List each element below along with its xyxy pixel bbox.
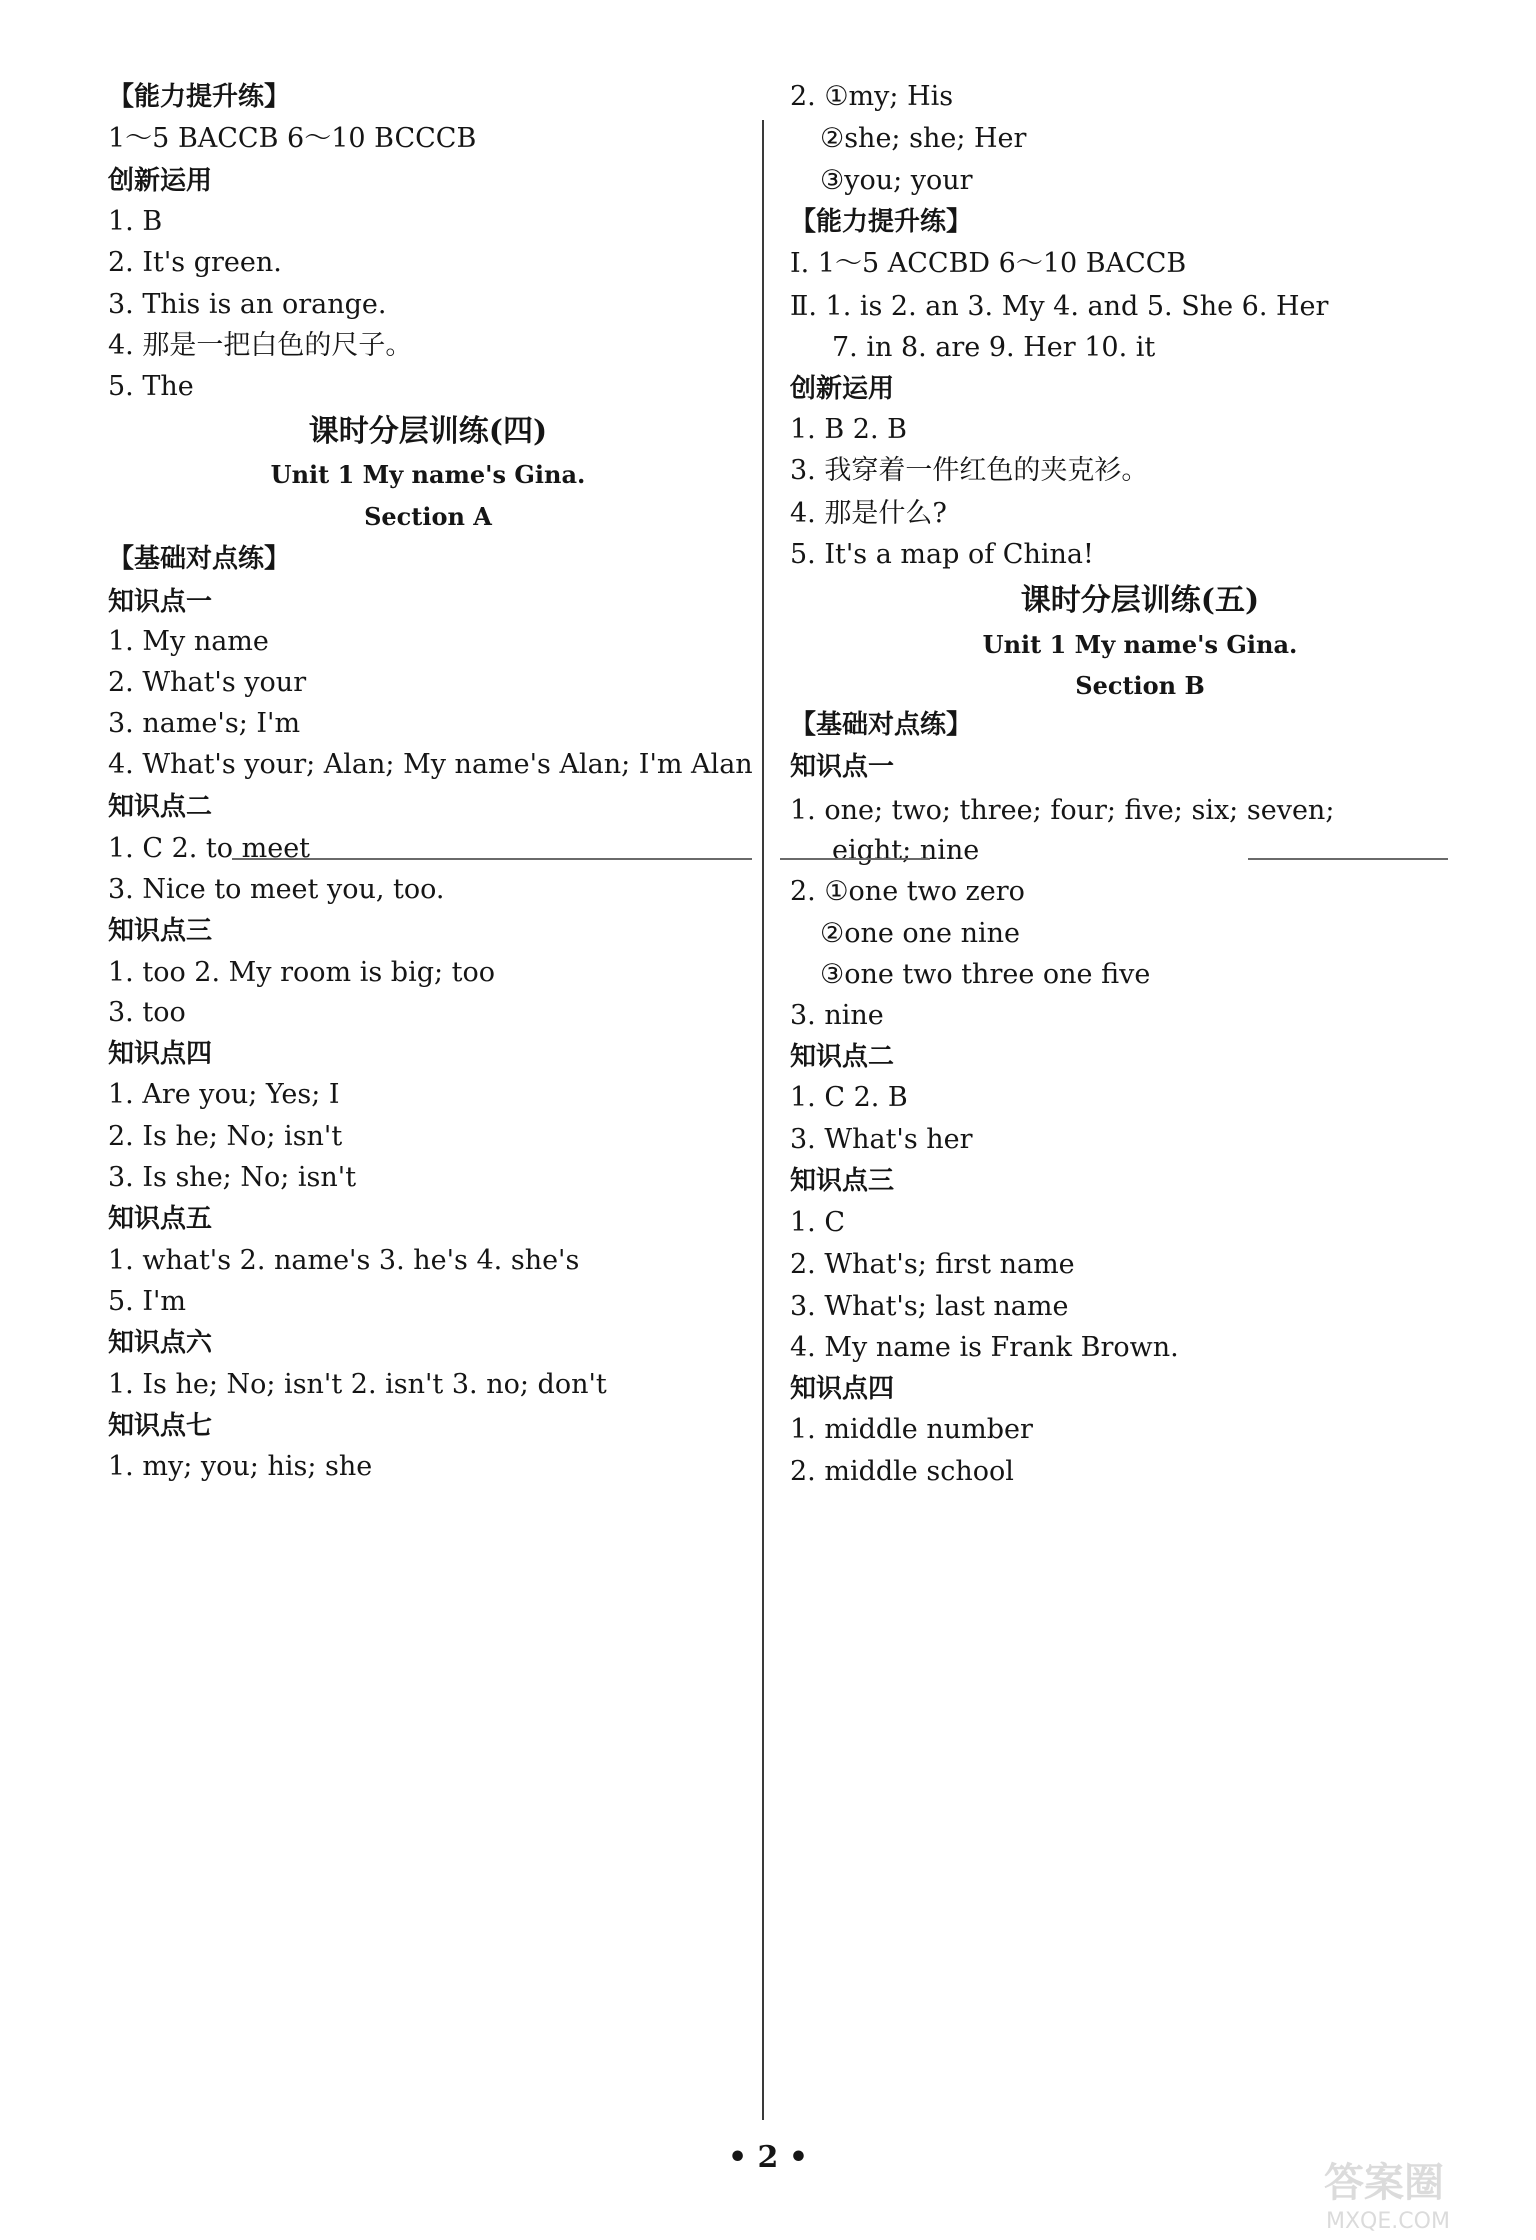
- section-heading: 创新运用: [790, 374, 895, 404]
- answer-line: 1. B 2. B: [790, 414, 907, 445]
- page-number: • 2 •: [727, 2140, 809, 2175]
- answer-line: 1. C 2. B: [790, 1082, 908, 1113]
- answer-line: 1. B: [108, 206, 163, 237]
- answer-line: 1. one; two; three; four; five; six; seven;: [790, 795, 1335, 826]
- answer-line: 4. 那是什么?: [790, 498, 947, 529]
- answer-line: 1. my; you; his; she: [108, 1451, 373, 1482]
- answer-line: 2. What's; first name: [790, 1249, 1075, 1280]
- answer-line: 1. what's 2. name's 3. he's 4. she's: [108, 1245, 580, 1276]
- watermark-site: MXQE.COM: [1326, 2209, 1450, 2234]
- answer-line: 1. C 2. to meet: [108, 833, 311, 864]
- section-rule-left: [232, 858, 752, 860]
- answer-line: 3. name's; I'm: [108, 708, 301, 739]
- section-heading: 知识点一: [790, 752, 895, 782]
- answer-line: 3. 我穿着一件红色的夹克衫。: [790, 455, 1149, 486]
- section-heading: 知识点五: [108, 1204, 213, 1234]
- answer-line: 4. What's your; Alan; My name's Alan; I'm Alan: [108, 749, 753, 780]
- section-heading: 【基础对点练】: [108, 544, 291, 574]
- section-heading: 知识点七: [108, 1411, 213, 1441]
- answer-line: 2. It's green.: [108, 247, 282, 278]
- section-heading: 知识点四: [790, 1374, 895, 1404]
- section-rule-right: [1248, 858, 1448, 860]
- answer-line: 1～5 BACCB 6～10 BCCCB: [108, 123, 477, 154]
- answer-line: 4. My name is Frank Brown.: [790, 1332, 1179, 1363]
- answer-line: 2. middle school: [790, 1456, 1014, 1487]
- section-heading: 知识点三: [108, 916, 213, 946]
- answer-line: 3. Nice to meet you, too.: [108, 874, 445, 905]
- lesson-subtitle: Unit 1 My name's Gina.: [982, 630, 1298, 659]
- answer-line: 1. C: [790, 1207, 846, 1238]
- lesson-subtitle: Section A: [364, 502, 492, 531]
- section-heading: 知识点二: [790, 1042, 895, 1072]
- section-heading: 知识点六: [108, 1328, 213, 1358]
- answer-line: 2. Is he; No; isn't: [108, 1121, 343, 1152]
- answer-line: 3. nine: [790, 1000, 884, 1031]
- watermark-logo: [1316, 2148, 1526, 2234]
- answer-line: 7. in 8. are 9. Her 10. it: [832, 332, 1156, 363]
- section-heading: 知识点四: [108, 1039, 213, 1069]
- answer-line: 5. I'm: [108, 1286, 187, 1317]
- answer-line: 5. It's a map of China!: [790, 539, 1094, 570]
- lesson-subtitle: Unit 1 My name's Gina.: [270, 460, 586, 489]
- watermark-mark: 答案圈: [1324, 2160, 1444, 2206]
- answer-line: ②she; she; Her: [820, 123, 1027, 154]
- answer-line: ③you; your: [820, 165, 973, 196]
- answer-line: 4. 那是一把白色的尺子。: [108, 330, 413, 361]
- answer-line: 3. This is an orange.: [108, 289, 387, 320]
- section-heading: 【基础对点练】: [790, 710, 973, 740]
- answer-line: 1. Are you; Yes; I: [108, 1079, 340, 1110]
- lesson-title: 课时分层训练(五): [1020, 583, 1260, 618]
- answer-line: 2. What's your: [108, 667, 307, 698]
- lesson-subtitle: Section B: [1075, 671, 1205, 700]
- answer-line: ③one two three one five: [820, 959, 1151, 990]
- section-heading: 【能力提升练】: [108, 82, 291, 112]
- answer-line: 3. Is she; No; isn't: [108, 1162, 357, 1193]
- answer-line: eight; nine: [832, 835, 980, 866]
- answer-line: 2. ①one two zero: [790, 876, 1025, 907]
- answer-line: ②one one nine: [820, 918, 1021, 949]
- answer-line: 1. Is he; No; isn't 2. isn't 3. no; don't: [108, 1369, 607, 1400]
- answer-line: 5. The: [108, 371, 194, 402]
- answer-line: 1. too 2. My room is big; too: [108, 957, 496, 988]
- section-heading: 【能力提升练】: [790, 207, 973, 237]
- answer-line: Ⅱ. 1. is 2. an 3. My 4. and 5. She 6. Her: [790, 291, 1329, 322]
- section-rule-mid: [780, 858, 930, 860]
- answer-line: 3. What's her: [790, 1124, 973, 1155]
- answer-line: Ⅰ. 1～5 ACCBD 6～10 BACCB: [790, 248, 1187, 279]
- answer-line: 3. What's; last name: [790, 1291, 1069, 1322]
- answer-line: 1. middle number: [790, 1414, 1033, 1445]
- lesson-title: 课时分层训练(四): [308, 414, 548, 449]
- column-divider: [762, 120, 764, 2120]
- answer-line: 1. My name: [108, 626, 269, 657]
- section-heading: 知识点二: [108, 792, 213, 822]
- section-heading: 知识点三: [790, 1166, 895, 1196]
- section-heading: 知识点一: [108, 587, 213, 617]
- section-heading: 创新运用: [108, 166, 213, 196]
- answer-line: 2. ①my; His: [790, 81, 954, 112]
- answer-line: 3. too: [108, 997, 186, 1028]
